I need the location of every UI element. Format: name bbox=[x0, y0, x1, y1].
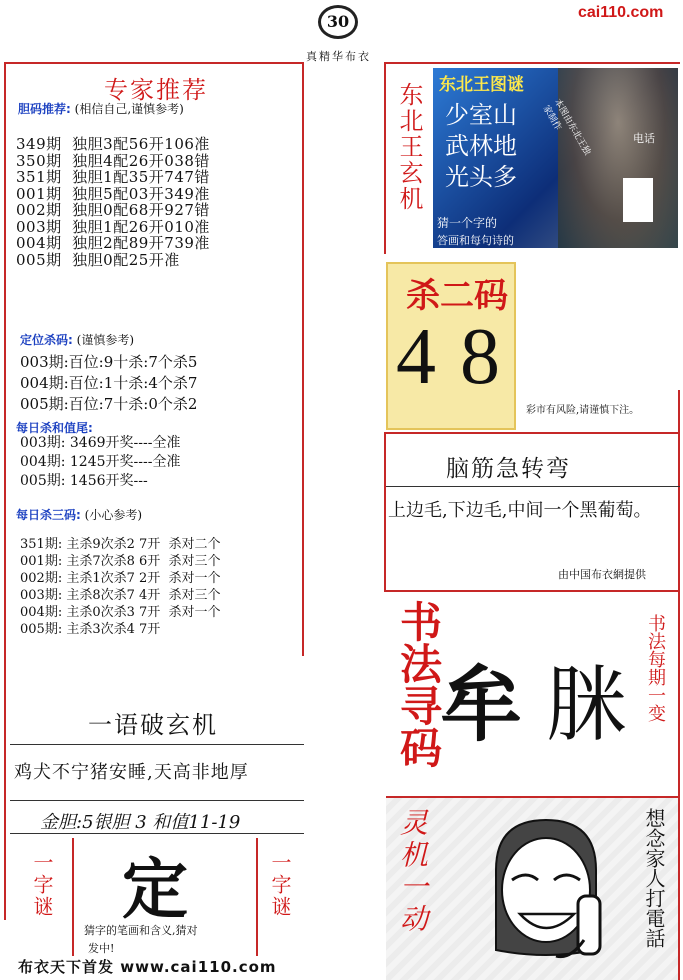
pos-note: (谨慎参考) bbox=[76, 333, 135, 347]
kill3-note: (小心参考) bbox=[84, 508, 143, 522]
kill3-row: 003期: 主杀8次杀7 4开 杀对三个 bbox=[20, 588, 221, 603]
brain-left-border bbox=[384, 432, 386, 592]
poster-line: 武林地 bbox=[445, 132, 517, 160]
left-border bbox=[4, 62, 6, 920]
brain-text: 上边毛,下边毛,中间一个黑葡萄。 bbox=[388, 500, 652, 521]
sum-row: 003期: 3469开奖----全准 bbox=[20, 435, 181, 451]
proverb-text: 鸡犬不宁猪安睡,天高非地厚 bbox=[14, 762, 249, 783]
kill3-row: 002期: 主杀1次杀7 2开 杀对一个 bbox=[20, 571, 221, 586]
poster-title: 东北王图谜 bbox=[439, 75, 524, 95]
kill3-row: 005期: 主杀3次杀4 7开 bbox=[20, 622, 161, 637]
brain-title-rule bbox=[386, 486, 680, 487]
dan-row: 349期 独胆3配56开106准 bbox=[16, 135, 210, 153]
dan-note: (相信自己,谨慎参考) bbox=[74, 102, 184, 116]
kill3-list bbox=[20, 536, 221, 638]
northeast-side-title: 东北王玄机 bbox=[395, 82, 423, 212]
riddle-hint2: 发中! bbox=[88, 942, 115, 955]
poster-line: 少室山 bbox=[445, 101, 517, 129]
brain-right-border bbox=[678, 390, 680, 980]
logo-number: 30 bbox=[326, 12, 350, 31]
kill2-digit-1: 4 bbox=[396, 313, 436, 401]
kill2-digit-2: 8 bbox=[460, 313, 500, 401]
kill3-heading bbox=[16, 506, 142, 523]
proverb-rule bbox=[10, 744, 304, 745]
brain-title: 脑筋急转弯 bbox=[446, 456, 571, 482]
dan-heading bbox=[18, 100, 184, 117]
dan-row: 351期 独胆1配35开747错 bbox=[16, 168, 210, 186]
dan-row: 001期 独胆5配03开349准 bbox=[16, 184, 210, 203]
kill2-title: 杀二码 bbox=[406, 276, 508, 316]
poster-side: 电话 bbox=[633, 132, 655, 145]
pos-row: 005期:百位:7十杀:0个杀2 bbox=[20, 395, 198, 413]
dan-row: 003期 独胆1配26开010准 bbox=[16, 217, 210, 236]
phone-left-text: 灵机一动 bbox=[396, 808, 429, 936]
riddle-char: 定 bbox=[122, 850, 188, 928]
kill2-box bbox=[386, 262, 516, 430]
riddle-hint: 猜字的笔画和含义,猜对 bbox=[84, 924, 198, 937]
riddle-side-left: 一字谜 bbox=[30, 852, 54, 918]
riddle-divider-right bbox=[256, 838, 258, 956]
phone-right-text: 想念家人打電話 bbox=[642, 808, 666, 948]
kill3-row: 351期: 主杀9次杀2 7开 杀对二个 bbox=[20, 537, 221, 552]
pos-row: 003期:百位:9十杀:7个杀5 bbox=[20, 353, 198, 371]
woman-phone-illustration bbox=[466, 810, 626, 970]
northeast-poster bbox=[433, 68, 678, 248]
header-slogan: 真精华布衣 bbox=[306, 50, 371, 63]
brain-bottom-rule bbox=[386, 590, 680, 592]
kill2-risk: 彩市有风险,请谨慎下注。 bbox=[526, 405, 640, 416]
pos-list bbox=[20, 352, 197, 415]
dan-row: 002期 独胆0配68开927错 bbox=[16, 201, 210, 219]
expert-title: 专家推荐 bbox=[104, 76, 208, 104]
left-inner-border bbox=[302, 62, 304, 656]
riddle-divider-left bbox=[72, 838, 74, 956]
dan-row: 004期 独胆2配89开739准 bbox=[16, 234, 210, 252]
right-top-rule bbox=[384, 62, 680, 64]
sum-row: 005期: 1456开奖--- bbox=[20, 473, 148, 489]
proverb-title: 一语破玄机 bbox=[88, 711, 218, 739]
gold-box bbox=[10, 800, 304, 834]
calligraphy-side-title: 书法寻码 bbox=[394, 600, 443, 768]
pos-heading bbox=[20, 331, 134, 348]
dan-list bbox=[16, 136, 210, 268]
sum-label: 每日杀和值尾: bbox=[16, 421, 93, 435]
calligraphy-glyph-2: 脒 bbox=[546, 658, 629, 753]
calligraphy-side-note: 书法每期一变 bbox=[645, 614, 666, 722]
brain-credit: 由中国布衣網提供 bbox=[558, 568, 646, 581]
dan-label: 胆码推荐: bbox=[18, 102, 71, 116]
poster-line: 光头多 bbox=[445, 163, 517, 191]
sum-row: 004期: 1245开奖----全准 bbox=[20, 454, 181, 470]
poster-white-box bbox=[623, 178, 653, 222]
right-col-border-left bbox=[384, 62, 386, 254]
riddle-side-right: 一字谜 bbox=[268, 852, 292, 918]
top-rule bbox=[4, 62, 304, 64]
kill3-row: 004期: 主杀0次杀3 7开 杀对一个 bbox=[20, 605, 221, 620]
site-link[interactable]: cai110.com bbox=[578, 4, 664, 21]
footer-banner: 布衣天下首发 www.cai110.com bbox=[18, 958, 277, 976]
dan-row: 350期 独胆4配26开038错 bbox=[16, 151, 210, 170]
gold-text: 金胆:5银胆 3 和值11-19 bbox=[40, 812, 241, 833]
kill3-row: 001期: 主杀7次杀8 6开 杀对三个 bbox=[20, 554, 221, 569]
pos-label: 定位杀码: bbox=[20, 333, 73, 347]
poster-lines bbox=[445, 100, 517, 193]
logo-badge bbox=[318, 5, 358, 39]
poster-foot2: 答画和每句诗的 bbox=[437, 234, 514, 247]
poster-ribbon: 本图由东北王独家制作 bbox=[540, 97, 592, 158]
brain-top-rule bbox=[386, 432, 680, 434]
poster-foot: 猜一个字的 bbox=[437, 216, 498, 230]
dan-row: 005期 独胆0配25开准 bbox=[16, 250, 180, 269]
sum-list bbox=[20, 434, 180, 491]
calligraphy-glyph-1: 牟 bbox=[440, 657, 523, 753]
kill3-label: 每日杀三码: bbox=[16, 508, 81, 522]
pos-row: 004期:百位:1十杀:4个杀7 bbox=[20, 374, 198, 392]
